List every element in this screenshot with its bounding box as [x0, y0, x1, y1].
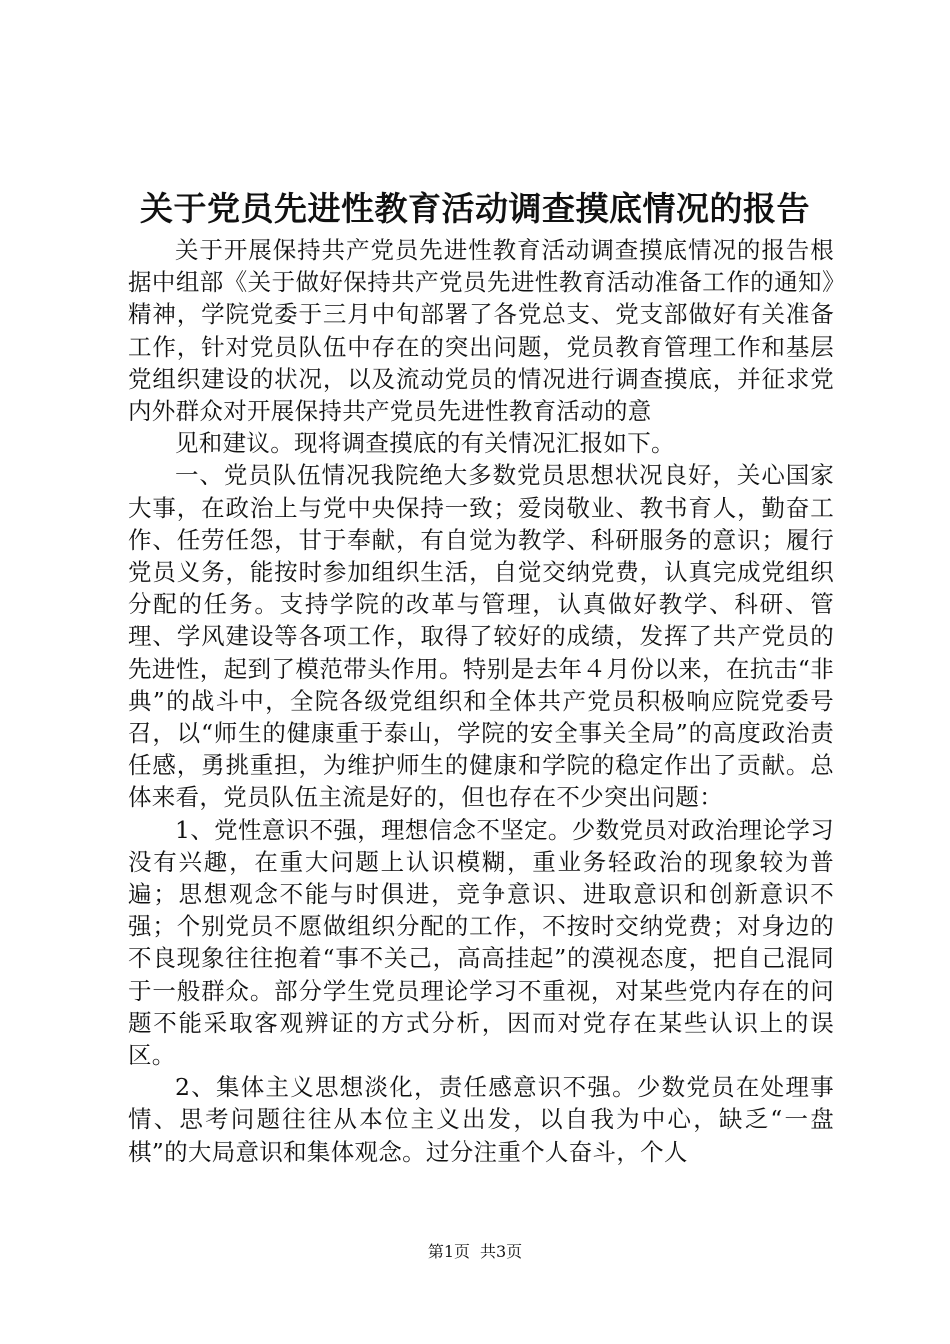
paragraph-section-one: 一、党员队伍情况我院绝大多数党员思想状况良好，关心国家大事，在政治上与党中央保持一致；爱岗敬业、教书育人，勤奋工作、任劳任怨，甘于奉献，有自觉为教学、科研服务的意识；履行党员义务，能按时参加组织生活，自觉交纳党费，认真完成党组织分配的任务。支持学院的改革与管理，认真做好教学、科研、管理、学风建设等各项工作，取得了较好的成绩，发挥了共产党员的先进性，起到了模范带头作用。特别是去年４月份以来，在抗击“非典”的战斗中，全院各级党组织和全体共产党员积极响应院党委号召，以“师生的健康重于泰山，学院的安全事关全局”的高度政治责任感，勇挑重担，为维护师生的健康和学院的稳定作出了贡献。总体来看，党员队伍主流是好的，但也存在不少突出问题： — [128, 461, 834, 812]
document-body — [128, 234, 834, 1168]
paragraph-intro: 关于开展保持共产党员先进性教育活动调查摸底情况的报告根据中组部《关于做好保持共产党员先进性教育活动准备工作的通知》精神，学院党委于三月中旬部署了各党总支、党支部做好有关准备工作，针对党员队伍中存在的突出问题，党员教育管理工作和基层党组织建设的状况，以及流动党员的情况进行调查摸底，并征求党内外群众对开展保持共产党员先进性教育活动的意 — [128, 236, 834, 426]
paragraph-intro-continued: 见和建议。现将调查摸底的有关情况汇报如下。 — [175, 429, 675, 458]
page-total: 共3页 — [480, 1242, 523, 1261]
document-title: 关于党员先进性教育活动调查摸底情况的报告 — [140, 189, 810, 228]
paragraph-item-two: 2、集体主义思想淡化，责任感意识不强。少数党员在处理事情、思考问题往往从本位主义出发，以自我为中心，缺乏“一盘棋”的大局意识和集体观念。过分注重个人奋斗，个人 — [128, 1073, 834, 1166]
page-number: 第1页 — [427, 1242, 470, 1261]
page-footer — [0, 1241, 950, 1263]
paragraph-item-one: 1、党性意识不强，理想信念不坚定。少数党员对政治理论学习没有兴趣，在重大问题上认识模糊，重业务轻政治的现象较为普遍；思想观念不能与时俱进，竞争意识、进取意识和创新意识不强；个别党员不愿做组织分配的工作，不按时交纳党费；对身边的不良现象往往抱着“事不关己，高高挂起”的漠视态度，把自己混同于一般群众。部分学生党员理论学习不重视，对某些党内存在的问题不能采取客观辨证的方式分析，因而对党存在某些认识上的误区。 — [128, 815, 834, 1070]
